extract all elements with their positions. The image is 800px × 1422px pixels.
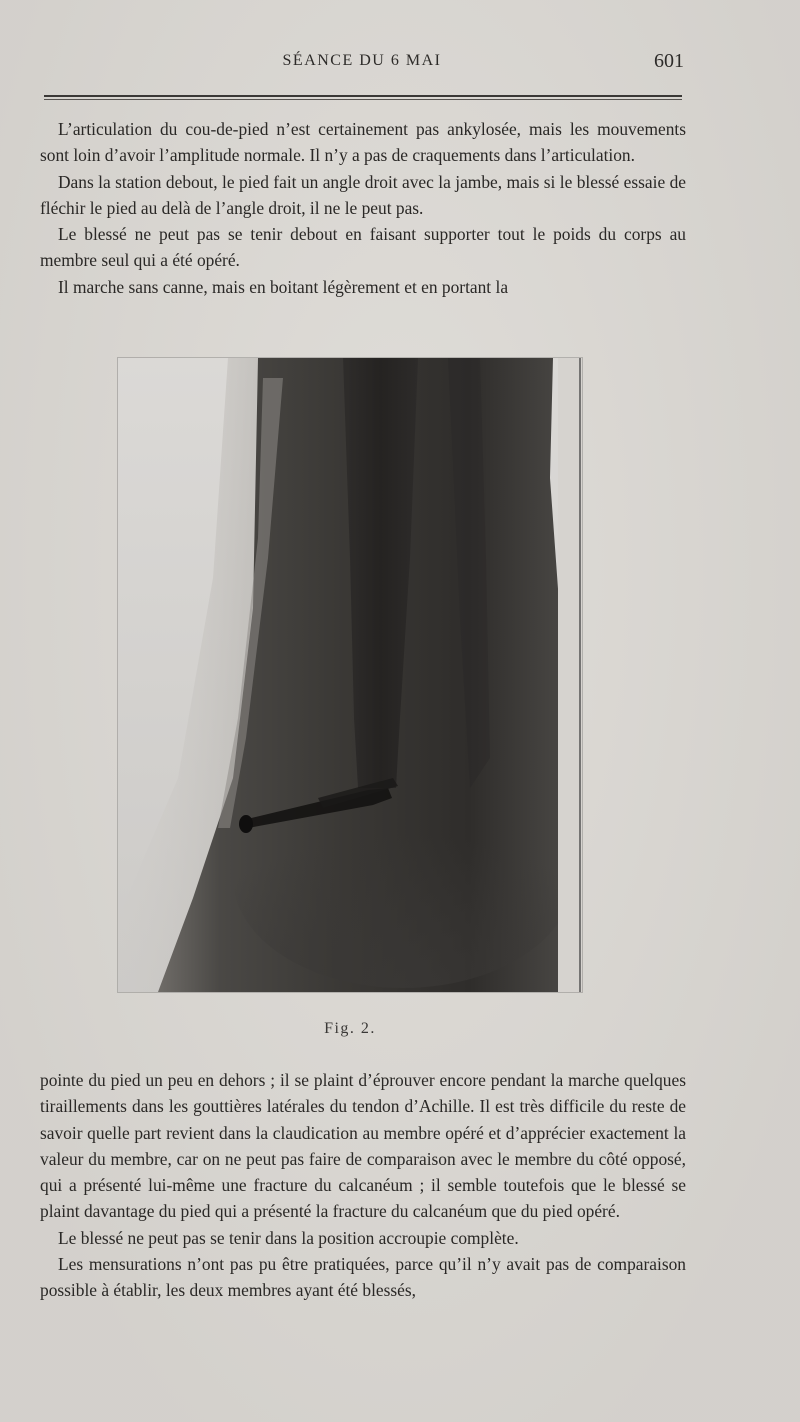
paragraph: pointe du pied un peu en dehors ; il se plaint d’éprouver encore pendant la marche quelques tiraillements dans les gouttières latérales du tendon d’Achille. Il est très difficile du reste de savoir quelle part revient dans la claudication au membre opéré et d’apprécier exactement la valeur du membre, car on ne peut pas faire de comparaison avec le membre du côté opposé, qui a présenté lui-même une fracture du calcanéum ; il semble toutefois que le blessé se plaint davantage du pied qui a présenté la fracture du calcanéum que du pied opéré. <box>40 1070 686 1222</box>
figure-caption: Fig. 2. <box>324 1020 376 1037</box>
page-number: 601 <box>654 50 684 72</box>
text-block-bottom <box>40 1067 686 1304</box>
paragraph: Le blessé ne peut pas se tenir dans la position accroupie complète. <box>58 1227 519 1248</box>
running-title: SÉANCE DU 6 MAI <box>282 52 442 69</box>
film-edge <box>558 358 582 992</box>
header-rule <box>44 95 682 97</box>
text-block-top <box>40 116 686 300</box>
paragraph: Il marche sans canne, mais en boitant légèrement et en portant la <box>58 276 509 297</box>
xray-figure <box>118 358 582 992</box>
paragraph: Les mensurations n’ont pas pu être pratiquées, parce qu’il n’y avait pas de comparaison possible à établir, les deux membres ayant été blessés, <box>40 1254 686 1301</box>
paragraph: Dans la station debout, le pied fait un angle droit avec la jambe, mais si le blessé essaie de fléchir le pied au delà de l’angle droit, il ne le peut pas. <box>40 171 686 218</box>
paragraph: L’articulation du cou-de-pied n’est certainement pas ankylosée, mais les mouvements sont loin d’avoir l’amplitude normale. Il n’y a pas de craquements dans l’articulation. <box>40 119 686 166</box>
running-head <box>40 52 684 76</box>
xray-image <box>118 358 582 992</box>
ankle-joint <box>233 768 573 988</box>
header-rule-thin <box>44 99 682 100</box>
paragraph: Le blessé ne peut pas se tenir debout en faisant supporter tout le poids du corps au membre seul qui a été opéré. <box>40 224 686 271</box>
